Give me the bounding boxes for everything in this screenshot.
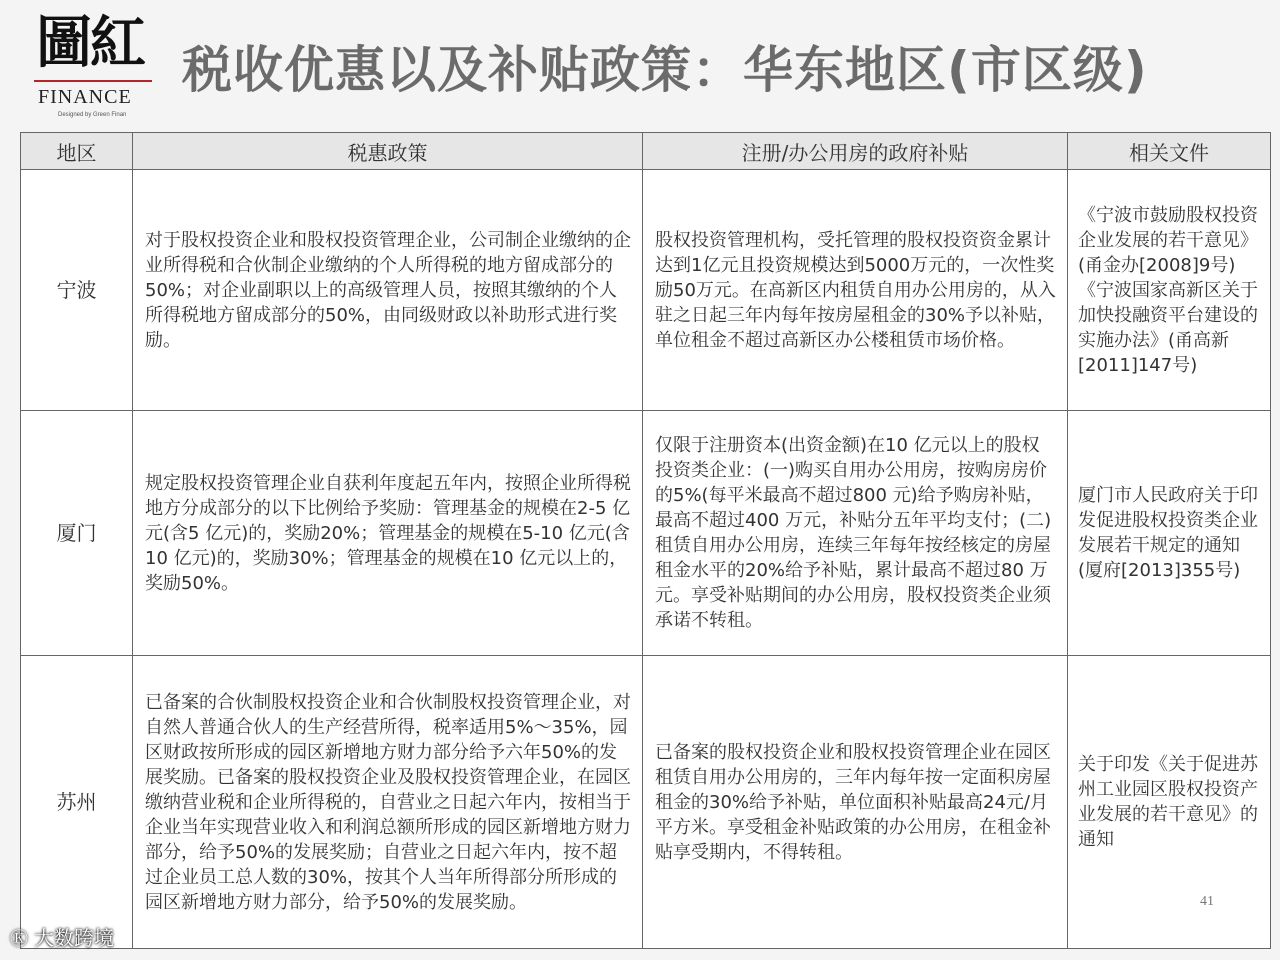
weibo-icon: Ⓚ bbox=[10, 929, 28, 950]
header-tax-policy: 税惠政策 bbox=[133, 133, 643, 170]
account-watermark bbox=[10, 922, 114, 951]
logo-red-rule bbox=[34, 80, 152, 82]
tax-policy-cell: 对于股权投资企业和股权投资管理企业，公司制企业缴纳的企业所得税和合伙制企业缴纳的个人所得税的地方留成部分的50%；对企业副职以上的高级管理人员，按照其缴纳的个人所得税地方留成部分的50%，由同级财政以补助形式进行奖励。 bbox=[133, 170, 643, 411]
finance-logo bbox=[28, 8, 158, 120]
account-name: 大数跨境 bbox=[34, 926, 114, 950]
subsidy-cell: 已备案的股权投资企业和股权投资管理企业在园区租赁自用办公用房的，三年内每年按一定面积房屋租金的30%给予补贴，单位面积补贴最高24元/月平方米。享受租金补贴政策的办公用房，在租金补贴享受期内，不得转租。 bbox=[643, 656, 1068, 949]
policy-table-container bbox=[20, 132, 1271, 949]
region-cell: 宁波 bbox=[21, 170, 133, 411]
region-cell: 苏州 bbox=[21, 656, 133, 949]
logo-tagline: Designed by Green Finan bbox=[58, 112, 127, 118]
header-region: 地区 bbox=[21, 133, 133, 170]
table-row bbox=[21, 656, 1271, 949]
subsidy-cell: 仅限于注册资本(出资金额)在10 亿元以上的股权投资类企业：(一)购买自用办公用房，按购房房价的5%(每平米最高不超过800 元)给予购房补贴，最高不超过400 万元，补贴分五年平均支付；(二)租赁自用办公用房，连续三年每年按经核定的房屋租金水平的20%给予补贴，累计最高不超过80 万元。享受补贴期间的办公用房，股权投资类企业须承诺不转租。 bbox=[643, 411, 1068, 656]
docs-cell: 《宁波市鼓励股权投资企业发展的若干意见》(甬金办[2008]9号)《宁波国家高新区关于加快投融资平台建设的实施办法》(甬高新[2011]147号) bbox=[1068, 170, 1271, 411]
table-row bbox=[21, 411, 1271, 656]
tax-policy-cell: 已备案的合伙制股权投资企业和合伙制股权投资管理企业，对自然人普通合伙人的生产经营所得，税率适用5%～35%，园区财政按所形成的园区新增地方财力部分给予六年50%的发展奖励。已备案的股权投资企业及股权投资管理企业，在园区缴纳营业税和企业所得税的，自营业之日起六年内，按相当于企业当年实现营业收入和利润总额所形成的园区新增地方财力部分，给予50%的发展奖励；自营业之日起六年内，按不超过企业员工总人数的30%，按其个人当年所得部分所形成的园区新增地方财力部分，给予50%的发展奖励。 bbox=[133, 656, 643, 949]
page-number: 41 bbox=[1200, 894, 1214, 909]
header-related-docs: 相关文件 bbox=[1068, 133, 1271, 170]
docs-cell: 关于印发《关于促进苏州工业园区股权投资产业发展的若干意见》的通知 bbox=[1068, 656, 1271, 949]
subsidy-cell: 股权投资管理机构，受托管理的股权投资资金累计达到1亿元且投资规模达到5000万元的，一次性奖励50万元。在高新区内租赁自用办公用房的，从入驻之日起三年内每年按房屋租金的30%予以补贴，单位租金不超过高新区办公楼租赁市场价格。 bbox=[643, 170, 1068, 411]
logo-chinese-text: 圖紅 bbox=[36, 10, 144, 76]
docs-cell: 厦门市人民政府关于印发促进股权投资类企业发展若干规定的通知(厦府[2013]355号) bbox=[1068, 411, 1271, 656]
logo-english-text: FINANCE bbox=[38, 86, 132, 108]
policy-table bbox=[20, 132, 1271, 949]
tax-policy-cell: 规定股权投资管理企业自获利年度起五年内，按照企业所得税地方分成部分的以下比例给予奖励：管理基金的规模在2-5 亿元(含5 亿元)的，奖励20%；管理基金的规模在5-10 亿元(含10 亿元)的，奖励30%；管理基金的规模在10 亿元以上的，奖励50%。 bbox=[133, 411, 643, 656]
table-row bbox=[21, 170, 1271, 411]
table-header-row bbox=[21, 133, 1271, 170]
region-cell: 厦门 bbox=[21, 411, 133, 656]
page-title: 税收优惠以及补贴政策：华东地区(市区级) bbox=[182, 41, 1148, 99]
header-office-subsidy: 注册/办公用房的政府补贴 bbox=[643, 133, 1068, 170]
